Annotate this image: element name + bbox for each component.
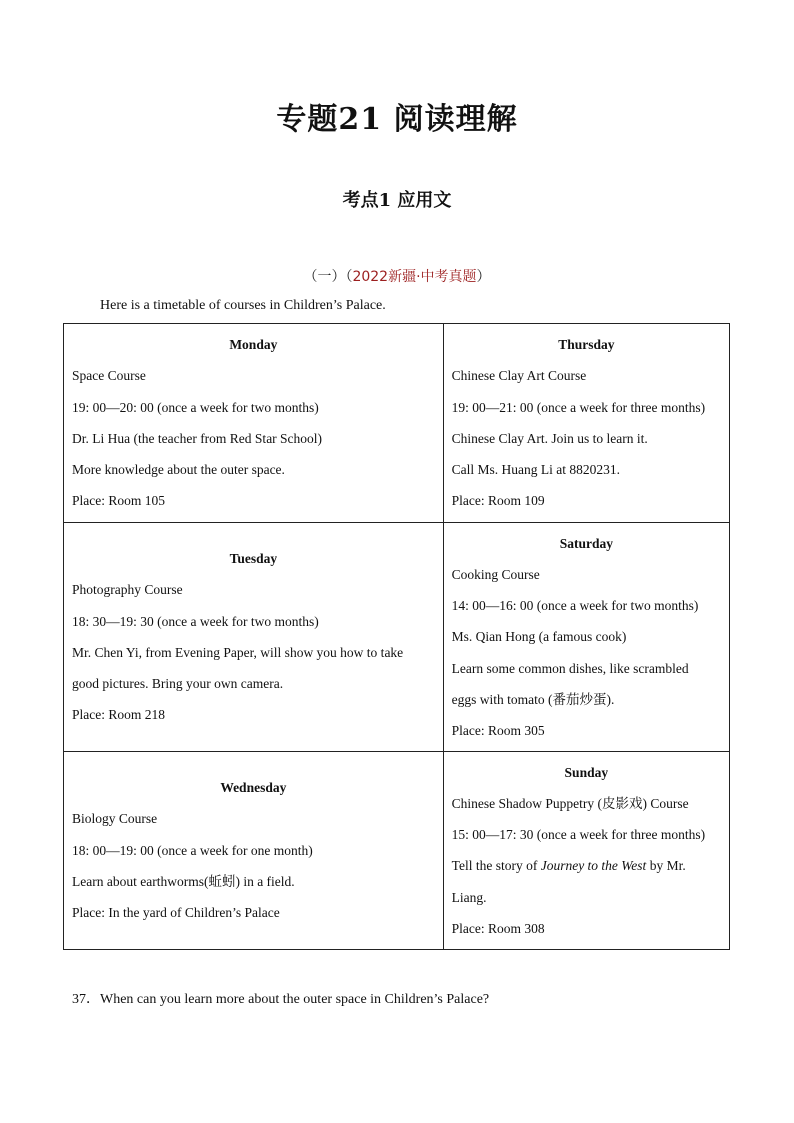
day-heading: Saturday (559, 535, 613, 551)
course-line: Mr. Chen Yi, from Evening Paper, will show you how to take (72, 644, 404, 660)
course-line: Place: Room 305 (451, 723, 545, 739)
course-line: 15: 00—17: 30 (once a week for three months) (451, 827, 706, 843)
course-line: Chinese Shadow Puppetry (皮影戏) Course (451, 795, 689, 811)
course-line: More knowledge about the outer space. (72, 462, 285, 478)
intro-text: Here is a timetable of courses in Children’s Palace. (100, 298, 386, 313)
cell-saturday (443, 523, 729, 752)
course-line: Cooking Course (451, 566, 540, 582)
course-line: Learn about earthworms(蚯蚓) in a field. (72, 874, 295, 889)
page-title: 专题21 阅读理解 (276, 102, 518, 137)
course-line: Place: In the yard of Children’s Palace (72, 905, 280, 921)
table-row (64, 523, 730, 752)
course-line: Biology Course (72, 811, 158, 827)
course-line: Chinese Clay Art Course (451, 368, 587, 384)
course-line: 19: 00—20: 00 (once a week for two months) (72, 399, 319, 415)
course-line: Liang. (451, 889, 487, 905)
course-line: 18: 30—19: 30 (once a week for two months) (72, 613, 319, 629)
question-37: 37．When can you learn more about the outer space in Children’s Palace? (72, 992, 490, 1007)
book-title: Journey to the West (540, 858, 647, 874)
course-line: Place: Room 105 (72, 493, 165, 509)
cell-sunday (443, 752, 729, 950)
course-line: Space Course (72, 368, 146, 384)
section-subtitle: 考点1 应用文 (342, 190, 452, 211)
day-heading: Thursday (558, 337, 615, 353)
course-line (452, 850, 721, 881)
course-line: Learn some common dishes, like scrambled (451, 660, 689, 676)
cell-monday (64, 324, 444, 523)
course-line: 18: 00—19: 00 (once a week for one month) (72, 842, 313, 858)
story-text-before: Tell the story of (451, 858, 541, 874)
course-line: Call Ms. Huang Li at 8820231. (451, 462, 621, 478)
source-open: （一）（ (303, 269, 353, 285)
table-row (64, 752, 730, 950)
course-timetable (63, 323, 730, 950)
course-line: Place: Room 308 (451, 920, 545, 936)
cell-wednesday (64, 752, 444, 950)
source-close: ） (476, 269, 491, 285)
course-line: eggs with tomato (番茄炒蛋). (451, 691, 615, 707)
course-line: Dr. Li Hua (the teacher from Red Star School) (72, 430, 323, 446)
course-line: Place: Room 109 (451, 493, 545, 509)
course-line: Chinese Clay Art. Join us to learn it. (451, 430, 648, 446)
course-line: good pictures. Bring your own camera. (72, 676, 284, 692)
day-heading: Tuesday (229, 551, 278, 567)
day-heading: Monday (229, 337, 278, 353)
course-line: 14: 00—16: 00 (once a week for two months) (451, 597, 699, 613)
story-text-after: by Mr. (646, 858, 686, 874)
course-line: Ms. Qian Hong (a famous cook) (451, 629, 627, 645)
course-line: 19: 00—21: 00 (once a week for three months) (451, 399, 706, 415)
course-line: Photography Course (72, 582, 183, 598)
cell-tuesday (64, 523, 444, 752)
day-heading: Sunday (564, 764, 609, 780)
table-row (64, 324, 730, 523)
source-text: 2022新疆·中考真题 (352, 269, 477, 285)
day-heading: Wednesday (220, 780, 287, 796)
course-line: Place: Room 218 (72, 707, 165, 723)
cell-thursday (443, 324, 729, 523)
source-note (0, 266, 794, 286)
